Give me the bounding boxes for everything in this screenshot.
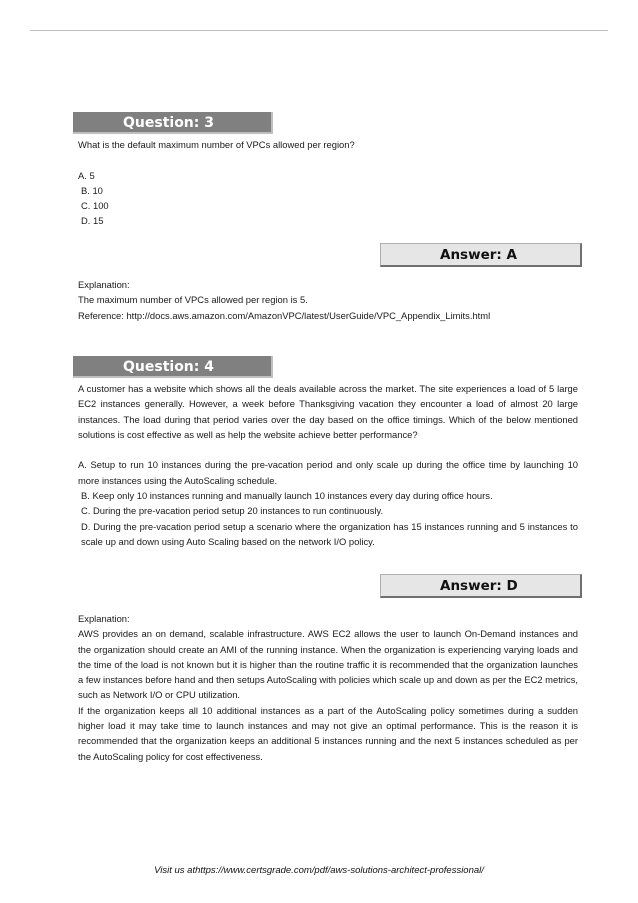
question-4-header: Question: 4 — [73, 356, 273, 378]
explanation-4-paragraph-2: If the organization keeps all 10 additional instances as a part of the AutoScaling policy sometimes during a sudden higher load it may take time to launch instances and may not give an optimal performance. This is the reason it is recommended that the organization keeps an additional 5 instances running and the next 5 instances scheduled as per the AutoScaling policy for cost effectiveness. — [78, 704, 578, 762]
explanation-4-paragraph-1: AWS provides an on demand, scalable infrastructure. AWS EC2 allows the user to launch On-Demand instances and the organization should create an AMI of the running instance. When the organization is experiencing varying loads and the time of the load is not known but it is higher than the routine traffic it is recommended that the organization launches a few instances before hand and then setups AutoScaling with policies which scale up and down as per the EC2 metrics, such as Network I/O or CPU utilization. — [78, 628, 578, 701]
question-4-option-a: A. Setup to run 10 instances during the pre-vacation period and only scale up during the office time by launching 10 more instances using the AutoScaling schedule. — [78, 459, 578, 486]
explanation-4-label: Explanation: — [78, 613, 130, 624]
explanation-3-label: Explanation: — [78, 279, 130, 290]
question-4-body — [78, 381, 578, 549]
question-3-option-b: B. 10 — [81, 184, 103, 196]
footer-link[interactable]: Visit us athttps://www.certsgrade.com/pdf/aws-solutions-architect-professional/ — [154, 865, 484, 876]
question-4-text: A customer has a website which shows all the deals available across the market. The site experiences a load of 5 large EC2 instances generally. However, a week before Thanksgiving vacation they encounter a load of almost 20 large instances. The load during that period varies over the day based on the office timings. Which of the below mentioned solutions is cost effective as well as help the website achieve better performance? — [78, 383, 578, 440]
question-3-text: What is the default maximum number of VPCs allowed per region? — [78, 139, 355, 150]
explanation-4 — [78, 611, 578, 764]
question-4-option-c: C. During the pre-vacation period setup 20 instances to run continuously. — [81, 505, 384, 517]
question-4-option-d: D. During the pre-vacation period setup a scenario where the organization has 15 instances running and 5 instances to scale up and down using Auto Scaling based on the network I/O policy. — [81, 520, 578, 547]
explanation-3 — [78, 277, 578, 323]
question-4-option-b: B. Keep only 10 instances running and manually launch 10 instances every day during office hours. — [81, 490, 493, 502]
answer-4-box: Answer: D — [380, 574, 582, 598]
top-divider — [30, 30, 608, 31]
question-3-option-a: A. 5 — [78, 169, 95, 181]
explanation-3-line-1: The maximum number of VPCs allowed per region is 5. — [78, 294, 308, 306]
question-3-header: Question: 3 — [73, 112, 273, 134]
question-3-body — [78, 137, 578, 229]
question-3-option-c: C. 100 — [81, 200, 109, 212]
question-3-option-d: D. 15 — [81, 215, 104, 227]
explanation-3-reference: Reference: http://docs.aws.amazon.com/AmazonVPC/latest/UserGuide/VPC_Appendix_Limits.html — [78, 309, 491, 321]
answer-3-box: Answer: A — [380, 243, 582, 267]
